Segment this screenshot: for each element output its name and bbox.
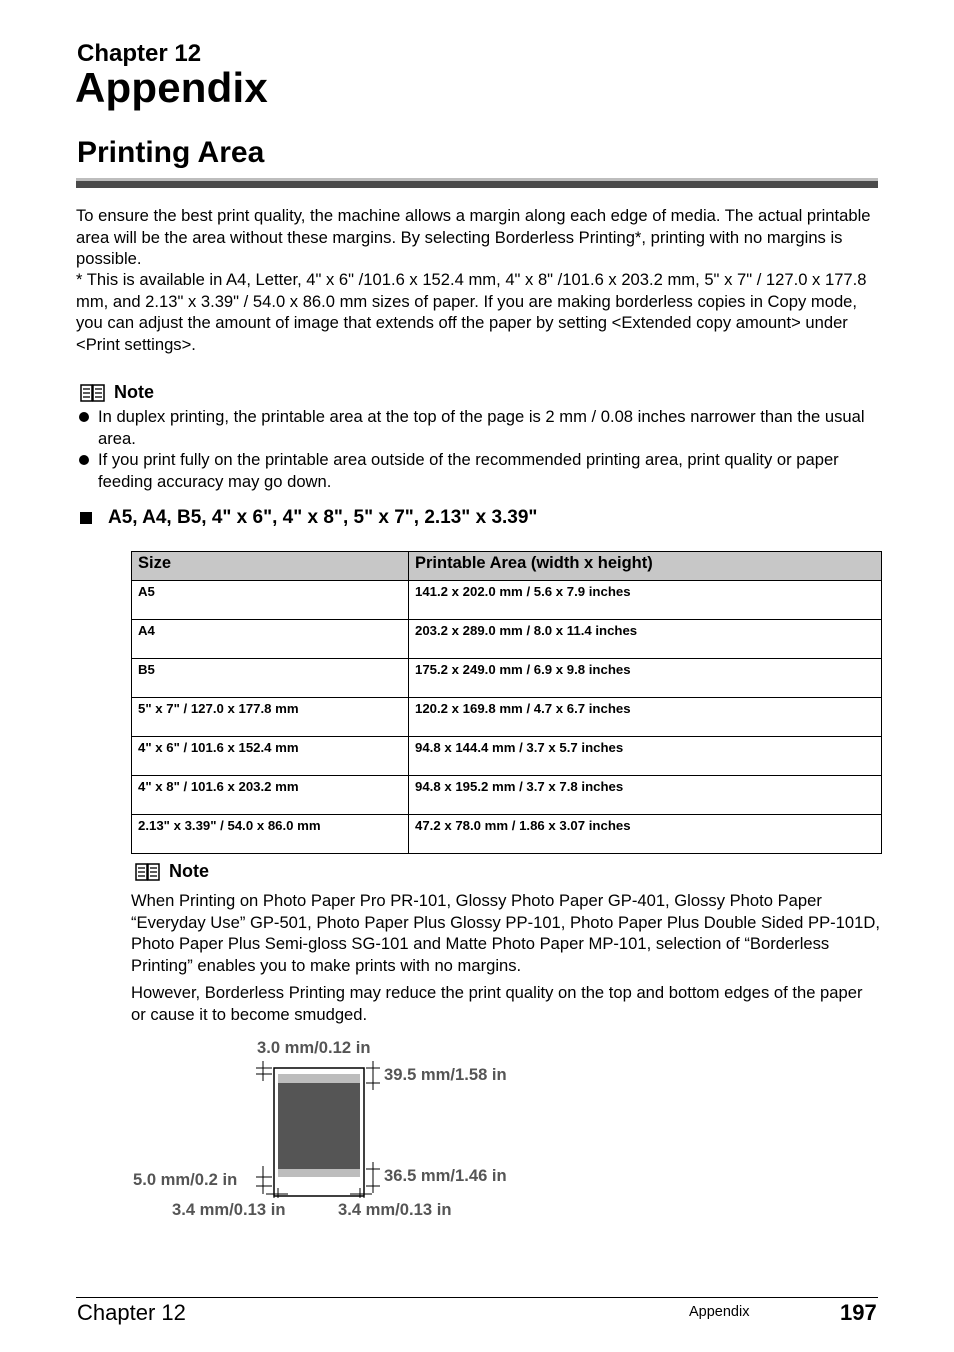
size-cell: 4" x 6" / 101.6 x 152.4 mm	[132, 737, 409, 776]
table-row	[132, 815, 882, 854]
size-cell: 2.13" x 3.39" / 54.0 x 86.0 mm	[132, 815, 409, 854]
list-item: If you print fully on the printable area outside of the recommended printing area, print quality or paper feeding accuracy may go down.	[76, 449, 876, 492]
column-header-printable-area: Printable Area (width x height)	[409, 552, 882, 581]
size-cell: A5	[132, 581, 409, 620]
table-header-row	[132, 552, 882, 581]
footer-rule	[76, 1297, 878, 1298]
area-cell: 175.2 x 249.0 mm / 6.9 x 9.8 inches	[409, 659, 882, 698]
size-cell: 4" x 8" / 101.6 x 203.2 mm	[132, 776, 409, 815]
book-icon	[80, 384, 106, 402]
table-row	[132, 737, 882, 776]
table-row	[132, 776, 882, 815]
intro-footnote: * This is available in A4, Letter, 4" x 6" /101.6 x 152.4 mm, 4" x 8" /101.6 x 203.2 mm, 5" x 7" / 127.0 x 177.8 mm, and 2.13" x 3.39" / 54.0 x 86.0 mm sizes of paper. If you are making borderless copies in Copy mode, you can adjust the amount of image that extends off the paper by setting <Extended copy amount> under <Print settings>.	[76, 270, 867, 354]
top-margin-label: 3.0 mm/0.12 in	[257, 1038, 371, 1057]
table-row	[132, 581, 882, 620]
printable-area-table	[131, 551, 882, 854]
area-cell: 94.8 x 144.4 mm / 3.7 x 5.7 inches	[409, 737, 882, 776]
list-item: In duplex printing, the printable area at the top of the page is 2 mm / 0.08 inches narrower than the usual area.	[76, 406, 876, 449]
right-margin-label: 3.4 mm/0.13 in	[338, 1200, 452, 1219]
bullet-icon	[79, 412, 89, 422]
size-subheading: A5, A4, B5, 4" x 6", 4" x 8", 5" x 7", 2.13" x 3.39"	[80, 507, 537, 529]
area-cell: 47.2 x 78.0 mm / 1.86 x 3.07 inches	[409, 815, 882, 854]
borderless-margin-diagram	[120, 1030, 540, 1230]
page-number: 197	[840, 1300, 877, 1325]
size-cell: 5" x 7" / 127.0 x 177.8 mm	[132, 698, 409, 737]
area-cell: 94.8 x 195.2 mm / 3.7 x 7.8 inches	[409, 776, 882, 815]
title-rule-dark	[76, 181, 878, 188]
note-bullet-list	[76, 406, 876, 492]
area-cell: 203.2 x 289.0 mm / 8.0 x 11.4 inches	[409, 620, 882, 659]
page-title: Appendix	[75, 64, 268, 111]
area-cell: 120.2 x 169.8 mm / 4.7 x 6.7 inches	[409, 698, 882, 737]
note-heading	[135, 861, 209, 882]
footer-section: Appendix	[689, 1304, 750, 1320]
bottom-margin-label: 5.0 mm/0.2 in	[133, 1170, 238, 1189]
section-title: Printing Area	[77, 136, 265, 169]
column-header-size: Size	[132, 552, 409, 581]
bullet-icon	[79, 455, 89, 465]
square-bullet-icon	[80, 512, 92, 524]
intro-paragraph: To ensure the best print quality, the machine allows a margin along each edge of media. The actual printable area will be the area without these margins. By selecting Borderless Printing*, printing with no margins is possible.	[76, 206, 871, 269]
note-heading-label: Note	[169, 861, 209, 881]
size-cell: A4	[132, 620, 409, 659]
note-paragraph: However, Borderless Printing may reduce the print quality on the top and bottom edges of the paper or cause it to become smudged.	[131, 983, 863, 1024]
note-paragraph: When Printing on Photo Paper Pro PR-101, Glossy Photo Paper GP-401, Glossy Photo Paper “Everyday Use” GP-501, Photo Paper Plus Glossy PP-101, Photo Paper Plus Double Sided PP-101D, Photo Paper Plus Semi-gloss SG-101 and Matte Photo Paper MP-101, selection of “Borderless Printing” enables you to make prints with no margins.	[131, 891, 880, 975]
chapter-label: Chapter 12	[77, 40, 202, 67]
book-icon	[135, 863, 161, 881]
footer-chapter: Chapter 12	[77, 1300, 186, 1325]
note-heading	[80, 382, 154, 403]
top-band-label: 39.5 mm/1.58 in	[384, 1065, 507, 1084]
size-cell: B5	[132, 659, 409, 698]
table-row	[132, 659, 882, 698]
area-cell: 141.2 x 202.0 mm / 5.6 x 7.9 inches	[409, 581, 882, 620]
left-margin-label: 3.4 mm/0.13 in	[172, 1200, 286, 1219]
table-row	[132, 620, 882, 659]
note-heading-label: Note	[114, 382, 154, 402]
table-row	[132, 698, 882, 737]
bottom-band-label: 36.5 mm/1.46 in	[384, 1166, 507, 1185]
